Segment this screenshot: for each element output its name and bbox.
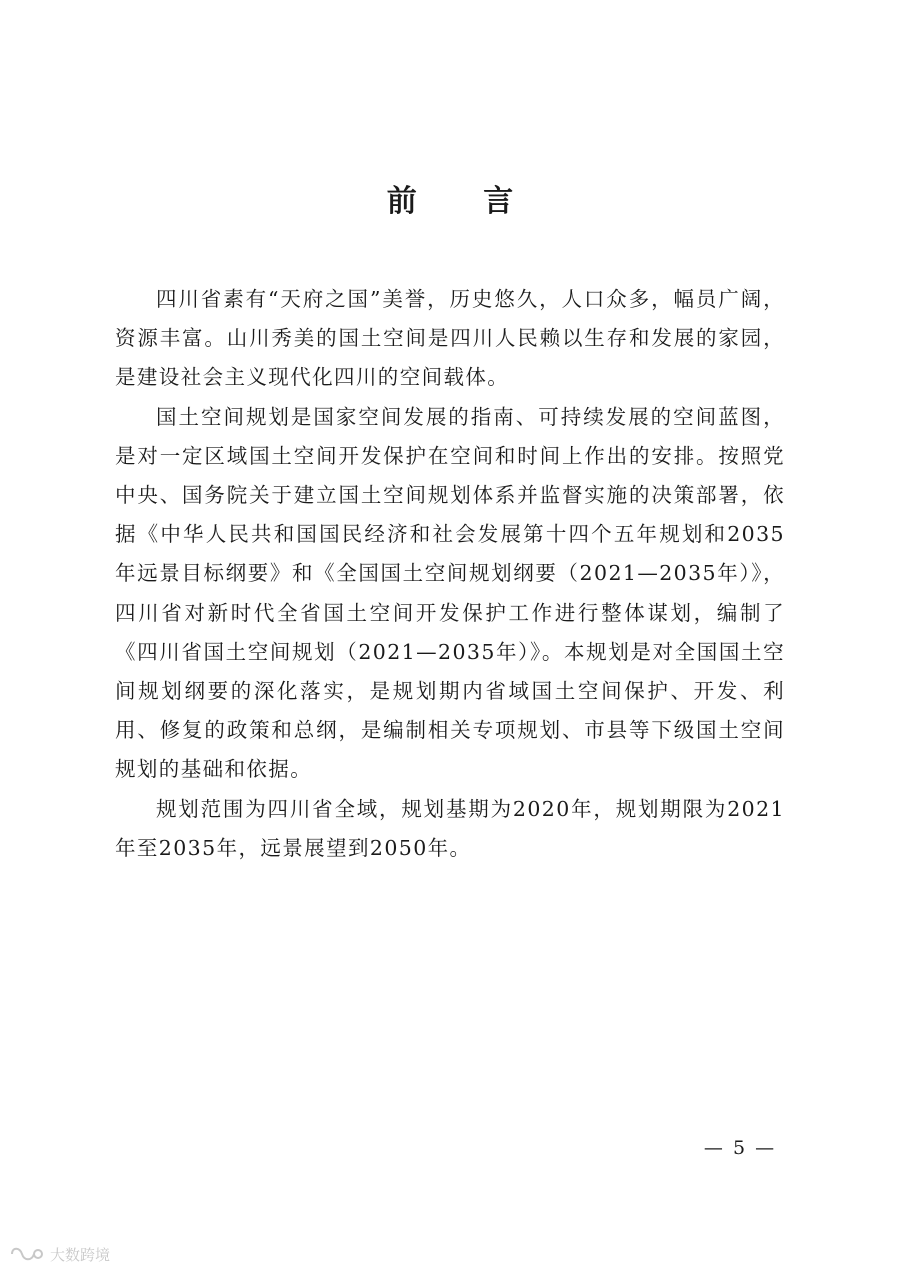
watermark-text: 大数跨境: [50, 1245, 111, 1264]
paragraph-2: 国土空间规划是国家空间发展的指南、可持续发展的空间蓝图，是对一定区域国土空间开发保护在空间和时间上作出的安排。按照党中央、国务院关于建立国土空间规划体系并监督实施的决策部署，依据《中华人民共和国国民经济和社会发展第十四个五年规划和2035年远景目标纲要》和《全国国土空间规划纲要（2021—2035年）》，四川省对新时代全省国土空间开发保护工作进行整体谋划，编制了《四川省国土空间规划（2021—2035年）》。本规划是对全国国土空间规划纲要的深化落实，是规划期内省域国土空间保护、开发、利用、修复的政策和总纲，是编制相关专项规划、市县等下级国土空间规划的基础和依据。: [115, 404, 785, 782]
page-title: 前 言: [386, 184, 542, 219]
watermark: [10, 1240, 110, 1268]
page-number: — 5 —: [703, 1137, 777, 1159]
body-text: [115, 280, 785, 868]
logo-icon: [10, 1243, 44, 1265]
paragraph-3: 规划范围为四川省全域，规划基期为2020年，规划期限为2021年至2035年，远景展望到2050年。: [115, 796, 785, 860]
paragraph-1: 四川省素有“天府之国”美誉，历史悠久，人口众多，幅员广阔，资源丰富。山川秀美的国土空间是四川人民赖以生存和发展的家园，是建设社会主义现代化四川的空间载体。: [115, 287, 785, 390]
